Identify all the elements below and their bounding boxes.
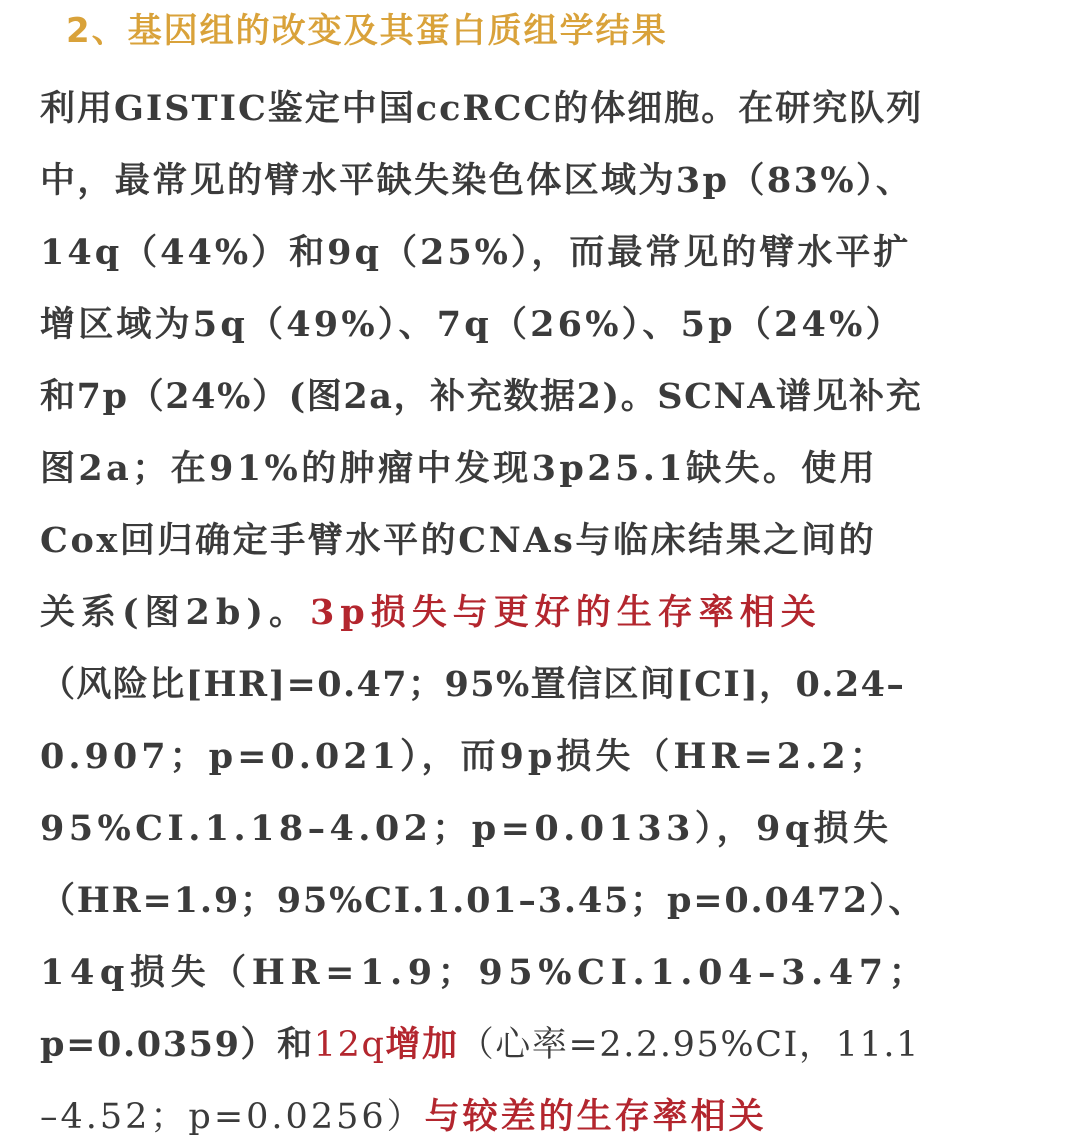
section-heading: 2、基因组的改变及其蛋白质组学结果	[66, 11, 668, 51]
paragraph-line-14	[40, 1022, 1040, 1068]
paragraph-line-8	[40, 590, 1040, 636]
line-14-text: p=0.0359）和	[40, 1024, 314, 1065]
paragraph-line-11: 95%CI.1.18–4.02；p=0.0133），9q损失	[40, 808, 893, 849]
line-15-text: –4.52；p=0.0256）	[40, 1097, 425, 1137]
paragraph-line-7: Cox回归确定手臂水平的CNAs与临床结果之间的	[40, 520, 877, 561]
paragraph-line-12: （HR=1.9；95%CI.1.01–3.45；p=0.0472）、	[40, 880, 926, 921]
paragraph-line-9: （风险比[HR]=0.47；95%置信区间[CI]，0.24–	[40, 664, 906, 705]
highlight-12q: 12q	[313, 1025, 386, 1065]
paragraph-line-3: 14q（44%）和9q（25%），而最常见的臂水平扩	[40, 232, 912, 273]
line-14-post: （心率=2.2.95%CI，11.1	[458, 1025, 920, 1065]
highlight-better-survival: 3p损失与更好的生存率相关	[309, 592, 822, 633]
paragraph-line-13: 14q损失（HR=1.9；95%CI.1.04–3.47；	[40, 952, 930, 993]
paragraph-line-1: 利用GISTIC鉴定中国ccRCC的体细胞。在研究队列	[40, 88, 924, 129]
highlight-gain: 增加	[385, 1024, 459, 1065]
line-8-text: 关系(图2b)。	[40, 592, 310, 633]
paragraph-line-10: 0.907；p=0.021），而9p损失（HR=2.2；	[40, 736, 889, 777]
paragraph-line-2: 中，最常见的臂水平缺失染色体区域为3p（83%）、	[40, 160, 914, 201]
paragraph-line-6: 图2a；在91%的肿瘤中发现3p25.1缺失。使用	[40, 448, 879, 489]
paragraph-line-15	[40, 1094, 1040, 1140]
highlight-worse-survival: 与较差的生存率相关	[424, 1096, 767, 1137]
paragraph-line-5: 和7p（24%）(图2a，补充数据2)。SCNA谱见补充	[40, 376, 923, 417]
paragraph-line-4: 增区域为5q（49%）、7q（26%）、5p（24%）	[40, 304, 904, 345]
